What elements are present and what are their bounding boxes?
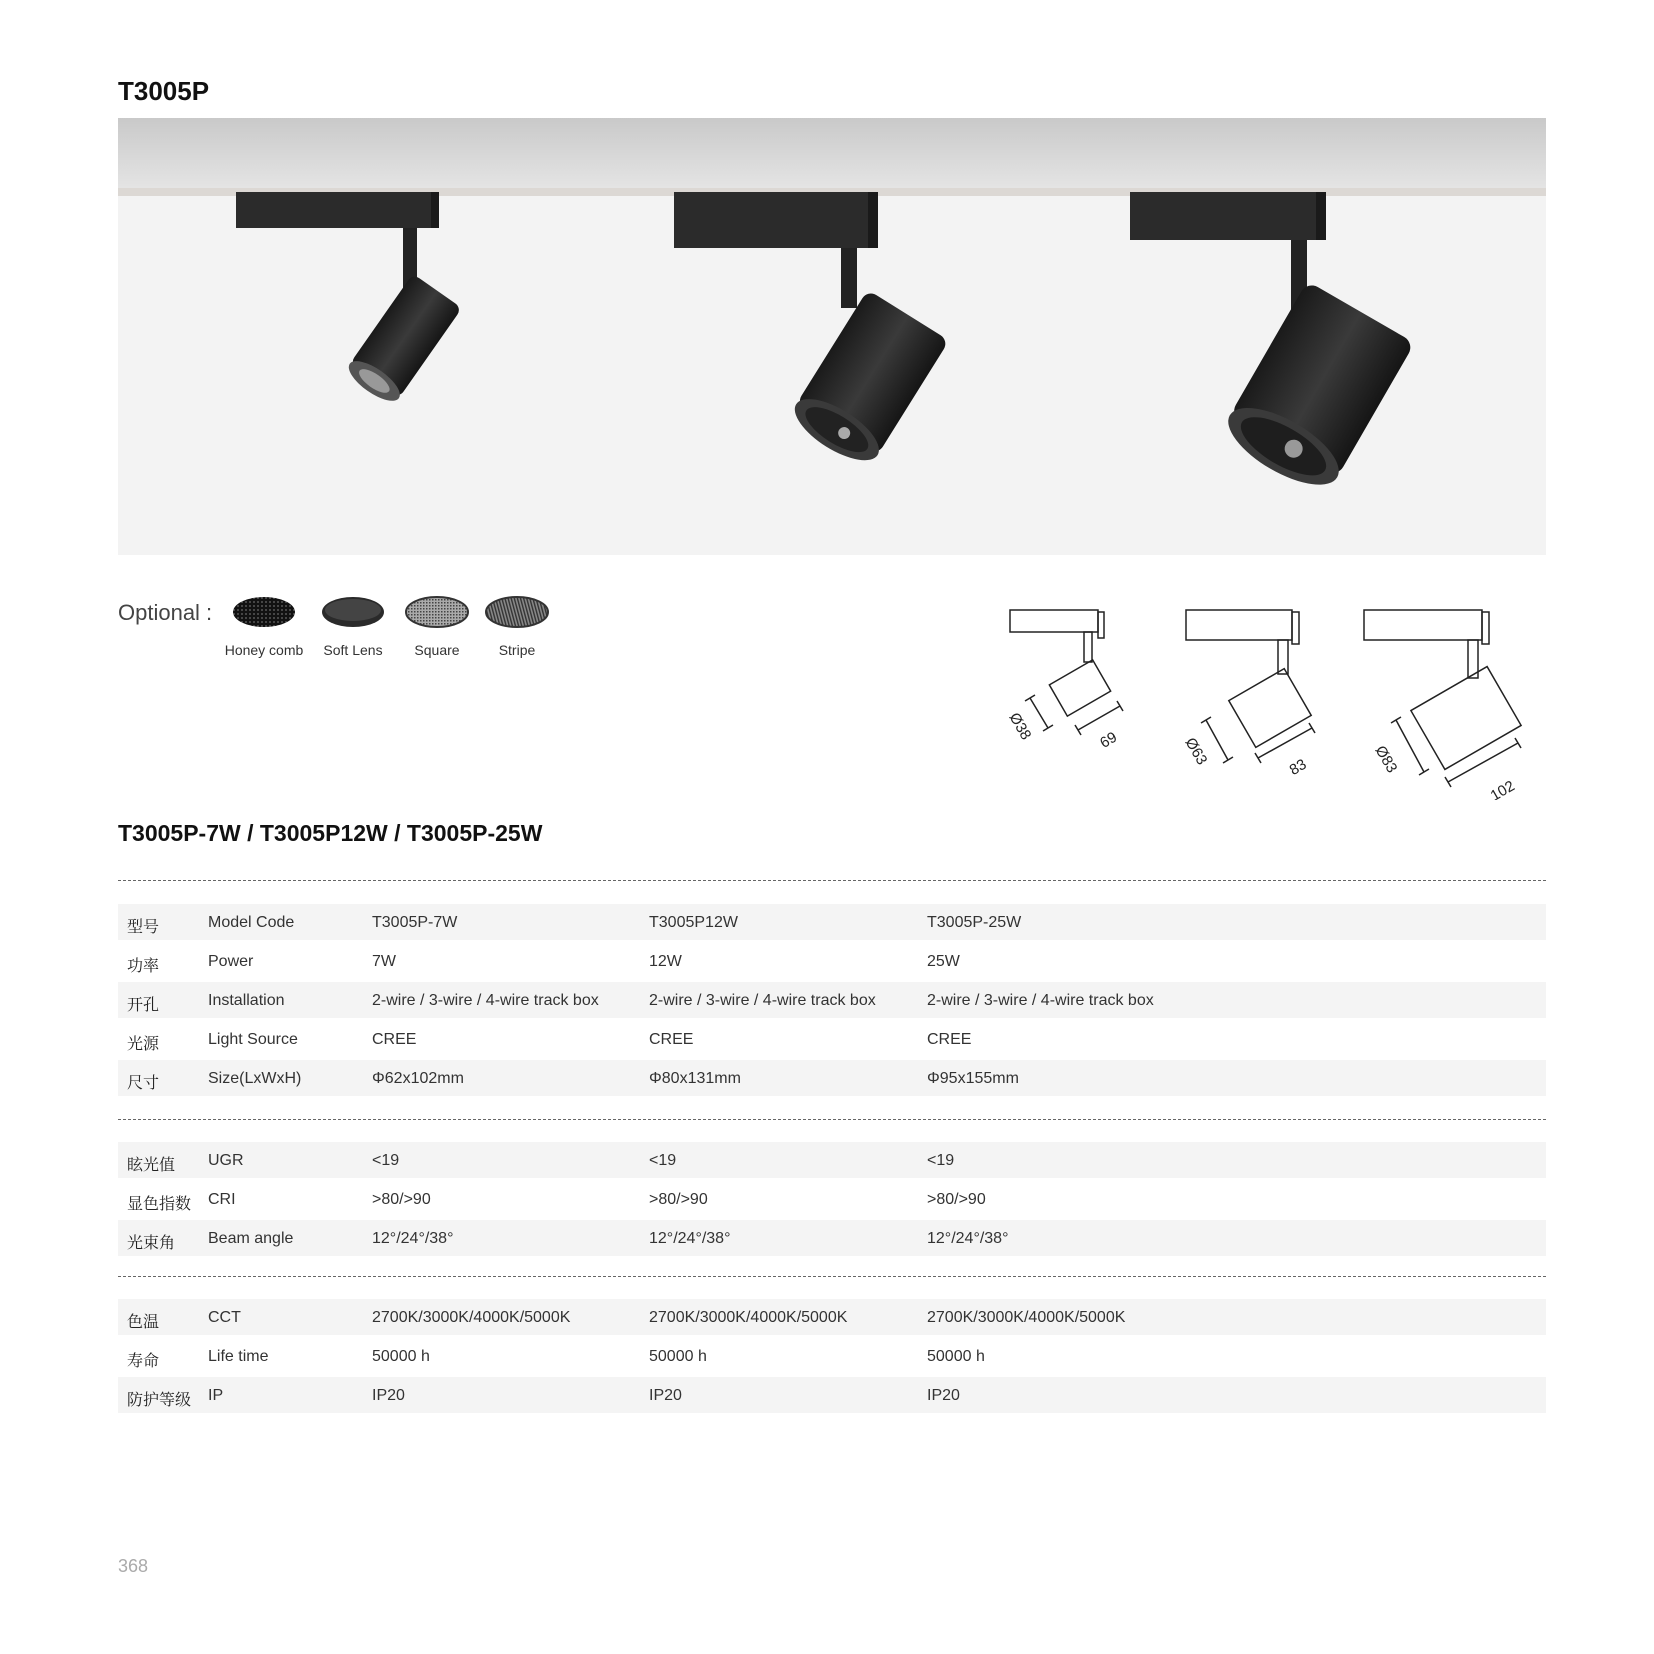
table-divider bbox=[118, 1276, 1546, 1277]
optional-item-label: Stripe bbox=[498, 642, 536, 658]
dimension-drawing-12w bbox=[1182, 610, 1315, 779]
dimension-diameter: Ø83 bbox=[1371, 742, 1401, 776]
page-title: T3005P bbox=[118, 76, 210, 106]
dimension-drawing-7w bbox=[1006, 610, 1123, 752]
soft-lens-icon bbox=[321, 596, 385, 628]
spec-row-cri: 显色指数 CRI >80/>90 >80/>90 >80/>90 bbox=[127, 1191, 986, 1213]
product-photo bbox=[118, 118, 1546, 555]
spec-row-light-source: 光源 Light Source CREE CREE CREE bbox=[127, 1031, 972, 1053]
optional-item-label: Soft Lens bbox=[323, 642, 383, 658]
optional-item-stripe bbox=[472, 596, 562, 658]
spec-row-size: 尺寸 Size(LxWxH) Φ62x102mm Φ80x131mm Φ95x155mm bbox=[118, 1060, 1546, 1096]
spec-row-ugr: 眩光值 UGR <19 <19 <19 bbox=[118, 1142, 1546, 1178]
spotlight-7w-icon bbox=[236, 192, 462, 408]
optional-item-square bbox=[392, 596, 482, 658]
spotlight-25w-icon bbox=[1130, 192, 1415, 500]
dimension-diameter: Ø63 bbox=[1181, 734, 1211, 768]
spec-row-installation: 开孔 Installation 2-wire / 3-wire / 4-wire track box 2-wire / 3-wire / 4-wire track box 2-wire / 3-wire / 4-wire track box bbox=[118, 982, 1546, 1018]
dimension-drawing-25w bbox=[1364, 610, 1521, 800]
spec-row-cct: 色温 CCT 2700K/3000K/4000K/5000K 2700K/3000K/4000K/5000K 2700K/3000K/4000K/5000K bbox=[118, 1299, 1546, 1335]
spotlight-12w-icon bbox=[674, 192, 949, 472]
optional-label: Optional : bbox=[118, 600, 213, 625]
table-divider bbox=[118, 880, 1546, 881]
stripe-grille-icon bbox=[485, 596, 549, 628]
spec-row-ip: 防护等级 IP IP20 IP20 IP20 bbox=[118, 1377, 1546, 1413]
optional-item-soft-lens bbox=[308, 596, 398, 658]
dimension-diameter: Ø38 bbox=[1005, 709, 1035, 743]
dimension-drawings bbox=[1000, 600, 1560, 800]
optional-item-label: Honey comb bbox=[224, 642, 304, 658]
models-heading: T3005P-7W / T3005P12W / T3005P-25W bbox=[118, 820, 543, 846]
spec-row-model-code: 型号 Model Code T3005P-7W T3005P12W T3005P-25W bbox=[118, 904, 1546, 940]
dimension-length: 102 bbox=[1487, 777, 1518, 800]
dimension-length: 83 bbox=[1286, 755, 1310, 779]
spec-row-power: 功率 Power 7W 12W 25W bbox=[127, 953, 960, 975]
spec-row-beam-angle: 光束角 Beam angle 12°/24°/38° 12°/24°/38° 12°/24°/38° bbox=[118, 1220, 1546, 1256]
dimension-length: 69 bbox=[1097, 728, 1121, 752]
square-grille-icon bbox=[405, 596, 469, 628]
optional-item-honeycomb bbox=[219, 596, 309, 658]
optional-item-label: Square bbox=[414, 642, 460, 658]
honeycomb-lens-icon bbox=[232, 596, 296, 628]
page-number: 368 bbox=[118, 1556, 149, 1576]
table-divider bbox=[118, 1119, 1546, 1120]
spec-row-life-time: 寿命 Life time 50000 h 50000 h 50000 h bbox=[127, 1348, 985, 1370]
